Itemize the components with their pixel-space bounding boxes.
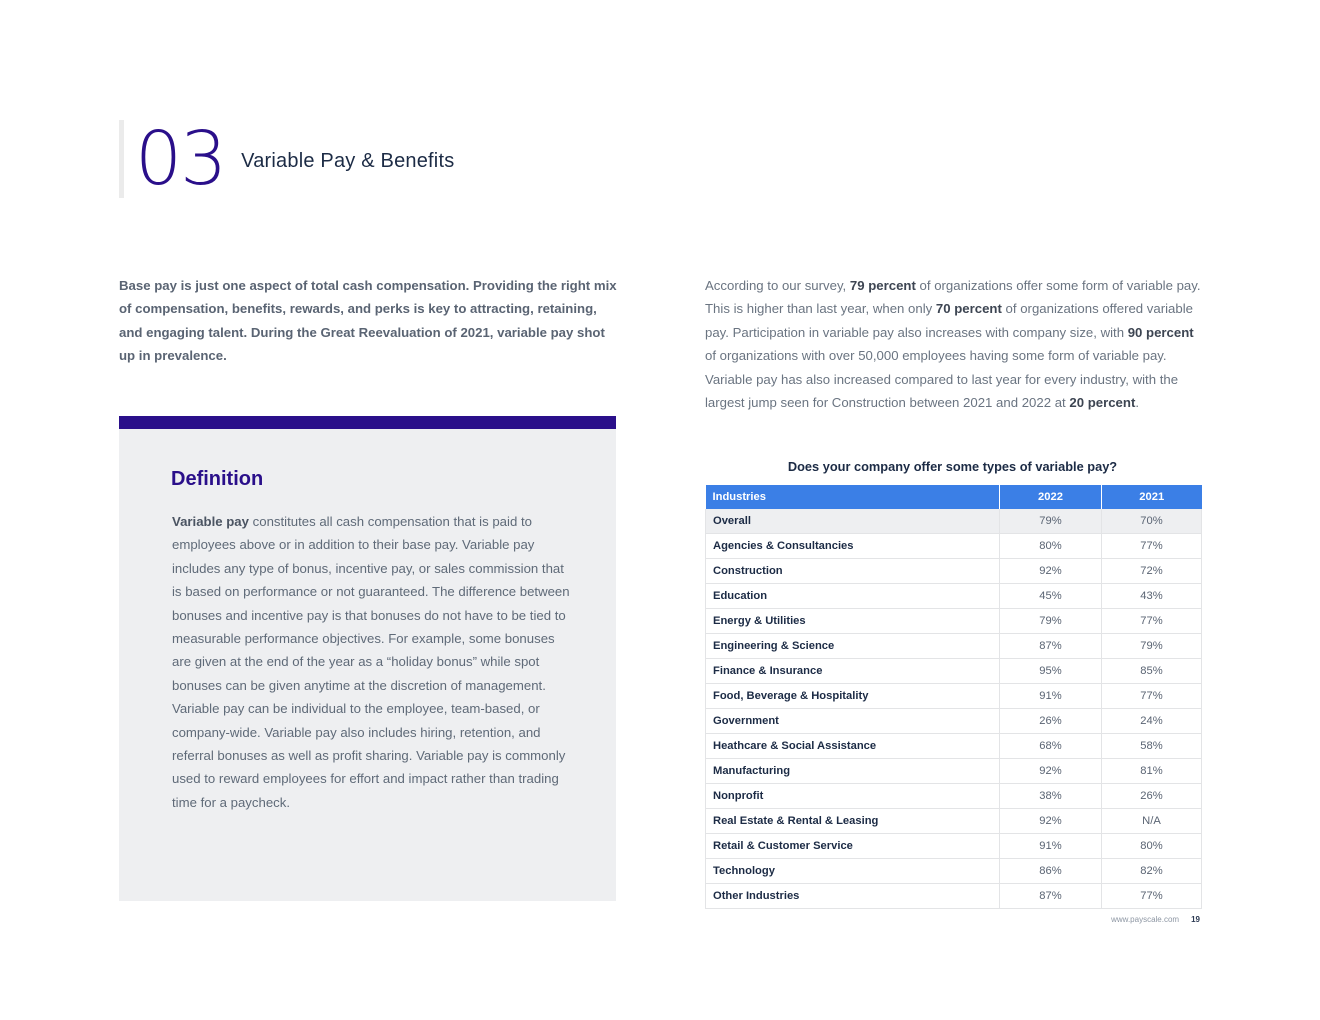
footer-url: www.payscale.com xyxy=(1111,915,1180,924)
industry-cell: Energy & Utilities xyxy=(706,609,1000,634)
industry-cell: Retail & Customer Service xyxy=(706,834,1000,859)
intro-paragraph: Base pay is just one aspect of total cash compensation. Providing the right mix of compensation, benefits, rewards, and perks is key to attracting, retaining, and engaging talent. During the Great Reevaluation of 2021, variable pay shot up in prevalence. xyxy=(119,278,617,364)
survey-text-3: of organizations offered variable pay. Participation in variable pay also increases with company size, with xyxy=(705,301,1193,340)
industry-cell: Food, Beverage & Hospitality xyxy=(706,684,1000,709)
survey-stat-2: 70 percent xyxy=(935,301,1002,317)
header-industries: Industries xyxy=(706,485,1000,509)
survey-stat-4: 20 percent xyxy=(1069,395,1136,411)
value-2021-cell: 81% xyxy=(1102,759,1202,784)
industry-cell: Education xyxy=(706,584,1000,609)
survey-text-4: of organizations with over 50,000 employees having some form of variable pay. Variable pay has also increased compared to last year for every industry, with the largest jump seen for Construction between 2021 and 2022 at xyxy=(705,348,1179,411)
value-2021-cell: N/A xyxy=(1102,809,1202,834)
section-number: 03 xyxy=(135,116,226,202)
industry-cell: Heathcare & Social Assistance xyxy=(706,734,1000,759)
value-2021-cell: 58% xyxy=(1102,734,1202,759)
value-2021-cell: 77% xyxy=(1102,684,1202,709)
industry-cell: Construction xyxy=(706,559,1000,584)
section-title: Variable Pay & Benefits xyxy=(241,149,455,172)
page-number: 19 xyxy=(1191,915,1200,924)
table-row xyxy=(706,759,1202,784)
table-row xyxy=(706,709,1202,734)
industry-cell: Nonprofit xyxy=(706,784,1000,809)
variable-pay-table xyxy=(705,485,1202,909)
value-2021-cell: 77% xyxy=(1102,884,1202,909)
industry-cell: Other Industries xyxy=(706,884,1000,909)
page-footer xyxy=(1000,915,1200,924)
survey-stat-1: 79 percent xyxy=(849,278,916,293)
value-2021-cell: 72% xyxy=(1102,559,1202,584)
industry-cell: Agencies & Consultancies xyxy=(706,534,1000,559)
table-row xyxy=(706,884,1202,909)
table-row-overall xyxy=(706,509,1202,534)
value-2022-cell: 92% xyxy=(1000,809,1102,834)
table-row xyxy=(706,784,1202,809)
table-row xyxy=(706,534,1202,559)
section-accent-bar xyxy=(119,120,124,198)
value-2021-cell: 80% xyxy=(1102,834,1202,859)
value-2022-cell: 95% xyxy=(1000,659,1102,684)
value-2022-cell: 68% xyxy=(1000,734,1102,759)
table-row xyxy=(706,859,1202,884)
definition-text: constitutes all cash compensation that is paid to employees above or in addition to their base pay. Variable pay includes any type of bonus, incentive pay, or sales commission that is based on performance or not guaranteed. The difference between bonuses and incentive pay is that bonuses do not have to be tied to measurable performance objectives. For example, some bonuses are given at the end of the year as a “holiday bonus” while spot bonuses can be given anytime at the discretion of management. Variable pay can be individual to the employee, team-based, or company-wide. Variable pay also includes hiring, retention, and referral bonuses as well as profit sharing. Variable pay is commonly used to reward employees for effort and impact rather than trading time for a paycheck. xyxy=(172,514,570,810)
definition-title: Definition xyxy=(171,468,264,490)
table-row xyxy=(706,584,1202,609)
table-row xyxy=(706,834,1202,859)
value-2022-cell: 80% xyxy=(1000,534,1102,559)
value-2021-cell: 77% xyxy=(1102,534,1202,559)
value-2022-cell: 79% xyxy=(1000,509,1102,534)
survey-text-1: According to our survey, xyxy=(705,278,850,293)
survey-text-5: . xyxy=(1135,395,1140,411)
industry-cell: Finance & Insurance xyxy=(706,659,1000,684)
value-2022-cell: 87% xyxy=(1000,884,1102,909)
value-2022-cell: 26% xyxy=(1000,709,1102,734)
table-row xyxy=(706,684,1202,709)
industry-cell: Government xyxy=(706,709,1000,734)
table-row xyxy=(706,659,1202,684)
value-2021-cell: 85% xyxy=(1102,659,1202,684)
survey-stat-3: 90 percent xyxy=(1127,324,1194,340)
value-2021-cell: 26% xyxy=(1102,784,1202,809)
section-header xyxy=(119,116,455,202)
industry-cell: Overall xyxy=(706,509,1000,534)
industry-cell: Engineering & Science xyxy=(706,634,1000,659)
industry-cell: Real Estate & Rental & Leasing xyxy=(706,809,1000,834)
value-2021-cell: 77% xyxy=(1102,609,1202,634)
value-2022-cell: 38% xyxy=(1000,784,1102,809)
value-2022-cell: 87% xyxy=(1000,634,1102,659)
industry-cell: Manufacturing xyxy=(706,759,1000,784)
definition-term: Variable pay xyxy=(172,514,249,529)
value-2022-cell: 92% xyxy=(1000,559,1102,584)
table-row xyxy=(706,609,1202,634)
value-2022-cell: 91% xyxy=(1000,684,1102,709)
table-row xyxy=(706,809,1202,834)
definition-top-bar xyxy=(119,416,616,429)
value-2022-cell: 45% xyxy=(1000,584,1102,609)
table-row xyxy=(706,559,1202,584)
value-2021-cell: 24% xyxy=(1102,709,1202,734)
value-2021-cell: 43% xyxy=(1102,584,1202,609)
table-row xyxy=(706,734,1202,759)
value-2021-cell: 82% xyxy=(1102,859,1202,884)
table-row xyxy=(706,634,1202,659)
survey-paragraph xyxy=(705,274,1205,414)
header-2022: 2022 xyxy=(1000,485,1102,509)
value-2022-cell: 92% xyxy=(1000,759,1102,784)
value-2022-cell: 86% xyxy=(1000,859,1102,884)
table-header-row xyxy=(706,485,1202,509)
table-title: Does your company offer some types of variable pay? xyxy=(787,459,1118,474)
survey-text-2: of organizations offer some form of variable pay. This is higher than last year, when only xyxy=(705,278,1201,317)
industry-cell: Technology xyxy=(706,859,1000,884)
header-2021: 2021 xyxy=(1102,485,1202,509)
value-2021-cell: 79% xyxy=(1102,634,1202,659)
value-2021-cell: 70% xyxy=(1102,509,1202,534)
value-2022-cell: 79% xyxy=(1000,609,1102,634)
table-body xyxy=(706,509,1202,909)
definition-body xyxy=(172,510,572,814)
value-2022-cell: 91% xyxy=(1000,834,1102,859)
definition-panel xyxy=(119,416,616,901)
